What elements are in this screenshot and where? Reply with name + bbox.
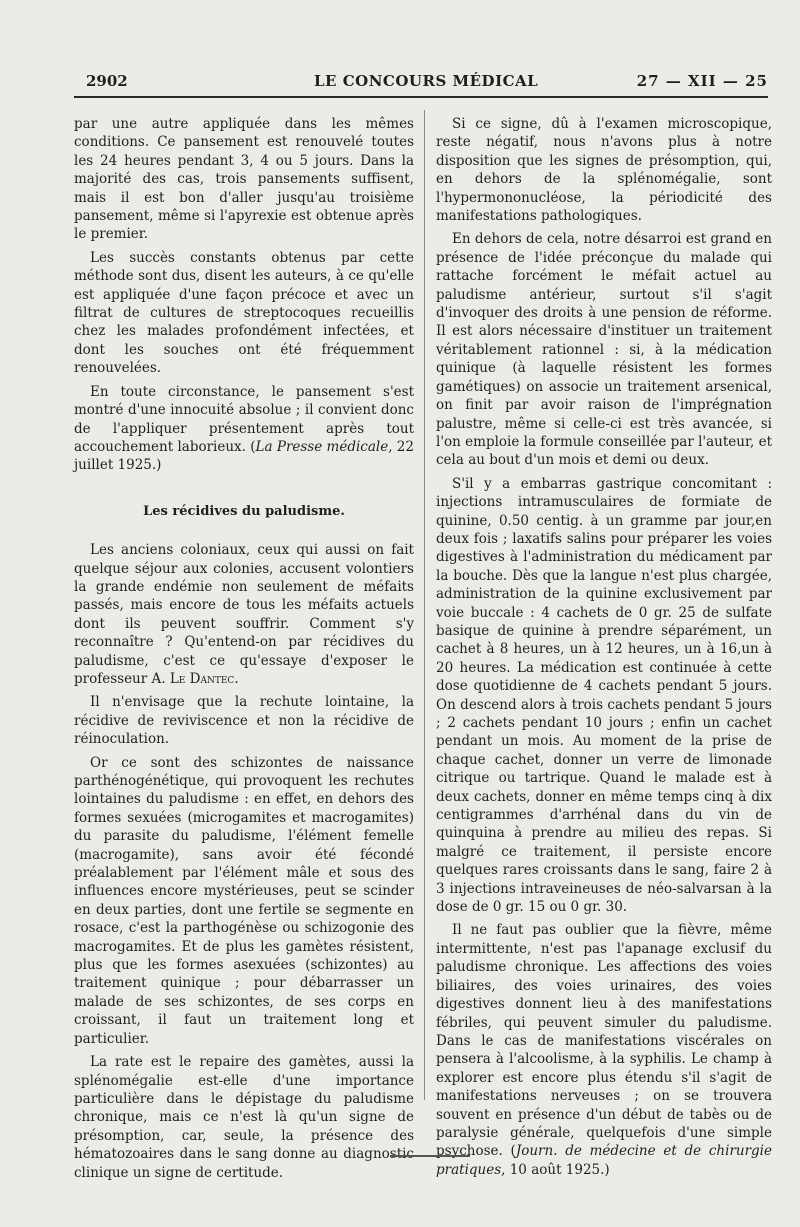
- paragraph: Les succès constants obtenus par cette méthode sont dus, disent les auteurs, à ce qu'elle est appliquée d'une façon précoce et avec un filtrat de cultures de streptocoques recueillis chez les malades profondément infectées, et dont les souches ont été fréquemment renouvelées.: [74, 249, 414, 377]
- page-header: [74, 70, 768, 98]
- paragraph: Les anciens coloniaux, ceux qui aussi on fait quelque séjour aux colonies, accusent volontiers la grande endémie non seulement de méfaits passés, mais encore de tous les méfaits actuels dont ils peuvent souffrir. Comment s'y reconnaître ? Qu'entend-on par récidives du paludisme, c'est ce qu'essaye d'exposer le professeur A. Le Dantec.: [74, 542, 414, 687]
- right-column: [436, 115, 772, 1184]
- author-name: A. Le Dantec.: [151, 670, 239, 687]
- journal-title: LE CONCOURS MÉDICAL: [314, 72, 539, 90]
- paragraph: En dehors de cela, notre désarroi est grand en présence de l'idée préconçue du malade qui rattache forcément le méfait actuel au paludisme antérieur, surtout s'il s'agit d'invoquer des droits à une pension de réforme. Il est alors nécessaire d'instituer un traitement véritablement rationnel : si, à la médication quinique (à laquelle résistent les formes gamétiques) on associe un traitement arsenical, on finit par avoir raison de l'imprégnation palustre, même si celle-ci est très avancée, si l'on emploie la formule conseillée par l'auteur, et cela au bout d'un mois et demi ou deux.: [436, 231, 772, 469]
- paragraph: Il ne faut pas oublier que la fièvre, même intermittente, n'est pas l'apanage exclusif du paludisme chronique. Les affections des voies biliaires, des voies urinaires, des voies digestives donnent lieu à des manifestations fébriles, qui peuvent simuler du paludisme. Dans le cas de manifestations viscérales on pensera à l'alcoolisme, à la syphilis. Le champ à explorer est encore plus étendu s'il s'agit de manifestations nerveuses ; on se trouvera souvent en présence d'un début de tabès ou de paralysie générale, quelquefois d'une simple psychose. (Journ. de médecine et de chirurgie pratiques, 10 août 1925.): [436, 922, 772, 1178]
- citation-source: Journ. de médecine et de chirurgie pratiques: [436, 1143, 772, 1178]
- left-column: [74, 115, 414, 1187]
- paragraph: Or ce sont des schizontes de naissance parthénogénétique, qui provoquent les rechutes lointaines du paludisme : en effet, en dehors des formes sexuées (microgamites et macrogamites) du parasite du paludisme, l'élément femelle (macrogamite), sans avoir été fécondé préalablement par l'élément mâle et sous des influences encore mystérieuses, peut se scinder en deux parties, dont une fertile se segmente en rosace, c'est la parthogénèse ou schizogonie des macrogamites. Et de plus les gamètes résistent, plus que les formes asexuées (schizontes) au traitement quinique ; pour débarrasser un malade de ses schizontes, de ses corps en croissant, il faut un traitement long et particulier.: [74, 754, 414, 1047]
- paragraph: par une autre appliquée dans les mêmes conditions. Ce pansement est renouvelé toutes les 24 heures pendant 3, 4 ou 5 jours. Dans la majorité des cas, trois pansements suffisent, mais il est bon d'aller jusqu'au troisième pansement, même si l'apyrexie est obtenue après le premier.: [74, 116, 414, 243]
- paragraph: S'il y a embarras gastrique concomitant : injections intramusculaires de formiate de quinine, 0.50 centig. à un gramme par jour,en deux fois ; laxatifs salins pour préparer les voies digestives à l'administration du médicament par la bouche. Dès que la langue n'est plus chargée, administration de la quinine exclusivement par voie buccale : 4 cachets de 0 gr. 25 de sulfate basique de quinine à prendre séparément, un cachet à 8 heures, un à 12 heures, un à 16,un à 20 heures. La médication est continuée à cette dose quotidienne de 4 cachets pendant 5 jours. On descend alors à trois cachets pendant 5 jours ; 2 cachets pendant 10 jours ; enfin un cachet pendant un mois. Au moment de la prise de chaque cachet, donner un verre de limonade citrique ou tartrique. Quand le malade est à deux cachets, donner en même temps cinq à dix centigrammes d'arrhénal dans du vin de quinquina à prendre au milieu des repas. Si malgré ce traitement, il persiste encore quelques rares croissants dans le sang, faire 2 à 3 injections intraveineuses de néo-salvarsan à la dose de 0 gr. 15 ou 0 gr. 30.: [436, 475, 772, 916]
- issue-date: 27 — XII — 25: [636, 72, 768, 90]
- paragraph: Il n'envisage que la rechute lointaine, la récidive de reviviscence et non la récidive de réinoculation.: [74, 694, 414, 748]
- paragraph: Si ce signe, dû à l'examen microscopique, reste négatif, nous n'avons plus à notre disposition que les signes de présomption, qui, en dehors de la splénomégalie, sont l'hypermononucléose, la périodicité des manifestations pathologiques.: [436, 116, 772, 225]
- footer-rule: [390, 1155, 470, 1157]
- column-divider: [424, 110, 425, 1100]
- page-number: 2902: [86, 72, 128, 90]
- citation-source: La Presse médicale: [255, 438, 389, 455]
- paragraph: En toute circonstance, le pansement s'est montré d'une innocuité absolue ; il convient donc de l'appliquer présentement après tout accouchement laborieux. (La Presse médicale, 22 juillet 1925.): [74, 383, 414, 474]
- paragraph: La rate est le repaire des gamètes, aussi la splénomégalie est-elle d'une importance particulière dans le dépistage du paludisme chronique, mais ce n'est là qu'un signe de présomption, car, seule, la présence des hématozoaires dans le sang donne au diagnostic clinique un signe de certitude.: [74, 1054, 414, 1181]
- section-title: Les récidives du paludisme.: [143, 503, 345, 519]
